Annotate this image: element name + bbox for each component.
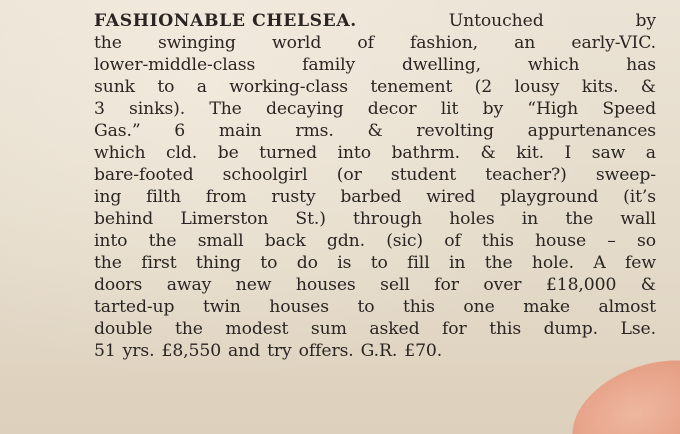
advert-word: sunk: [94, 77, 135, 97]
advert-line: [94, 76, 656, 98]
advert-word: bathrm.: [391, 143, 460, 163]
advert-line: [94, 32, 656, 54]
advert-line: [94, 142, 656, 164]
advert-word: sweep-: [595, 165, 656, 185]
advert-word: back: [264, 231, 306, 251]
advert-word: houses: [269, 297, 329, 317]
advert-line: [94, 164, 656, 186]
advert-word: be: [217, 143, 239, 163]
advert-word: away: [166, 275, 212, 295]
advert-word: from: [205, 187, 247, 207]
advert-word: tenement: [370, 77, 453, 97]
advert-line: [94, 208, 656, 230]
advert-word: which: [527, 55, 580, 75]
advert-word: 3: [94, 99, 105, 119]
advert-word: new: [235, 275, 272, 295]
advert-word: &: [367, 121, 383, 141]
advert-word: main: [218, 121, 262, 141]
advert-word: saw: [591, 143, 626, 163]
advert-word: sell: [380, 275, 410, 295]
advert-word: by: [482, 99, 504, 119]
advert-word: of: [444, 231, 461, 251]
advert-word: £70.: [404, 341, 443, 361]
advert-word: the: [565, 209, 594, 229]
advert-word: (it’s: [623, 187, 656, 207]
advert-word: family: [302, 55, 356, 75]
advert-word: barbed: [340, 187, 402, 207]
advert-line: [94, 98, 656, 120]
advert-word: &: [640, 77, 656, 97]
advert-word: so: [636, 231, 656, 251]
advert-headline: FASHIONABLE CHELSEA.: [94, 11, 357, 31]
advert-line: [94, 230, 656, 252]
advert-line: [94, 120, 656, 142]
advert-word: bare-footed: [94, 165, 194, 185]
advert-word: in: [521, 209, 539, 229]
advert-word: kit.: [516, 143, 545, 163]
advert-word: lit: [440, 99, 459, 119]
advert-word: fill: [407, 253, 430, 273]
advert-word: asked: [369, 319, 420, 339]
advert-line: [94, 318, 656, 340]
advert-line: [94, 252, 656, 274]
advert-word: a: [645, 143, 656, 163]
advert-line: [94, 10, 656, 32]
advert-word: wall: [620, 209, 656, 229]
advert-word: G.R.: [360, 341, 398, 361]
advert-word: the: [148, 231, 177, 251]
advert-word: cld.: [165, 143, 198, 163]
advert-word: schoolgirl: [222, 165, 308, 185]
advert-word: few: [625, 253, 656, 273]
advert-word: to: [357, 297, 375, 317]
advert-word: into: [94, 231, 128, 251]
advert-word: (sic): [386, 231, 424, 251]
advert-word: A: [593, 253, 606, 273]
advert-word: to: [370, 253, 388, 273]
advert-word: which: [94, 143, 146, 163]
advert-word: Limerston: [180, 209, 269, 229]
advert-word: the: [484, 253, 513, 273]
advert-word: for: [442, 319, 467, 339]
advert-line: [94, 296, 656, 318]
advert-word: holes: [449, 209, 495, 229]
advert-word: fashion,: [409, 33, 479, 53]
advert-word: gdn.: [326, 231, 365, 251]
advert-word: the: [175, 319, 203, 339]
advert-word: of: [357, 33, 374, 53]
advert-word: dwelling,: [401, 55, 481, 75]
advert-word: a: [196, 77, 207, 97]
advert-word: decor: [367, 99, 417, 119]
advert-word: in: [448, 253, 466, 273]
advert-word: by: [635, 11, 656, 31]
advert-word: hole.: [531, 253, 574, 273]
advert-word: do: [296, 253, 318, 273]
advert-word: £8,550: [161, 341, 222, 361]
advert-word: Untouched: [448, 11, 544, 31]
advert-word: Lse.: [620, 319, 656, 339]
advert-word: early-VIC.: [571, 33, 656, 53]
advert-word: sinks).: [129, 99, 186, 119]
advert-word: dump.: [543, 319, 598, 339]
property-advert: [94, 10, 656, 362]
advert-word: rms.: [295, 121, 334, 141]
advert-word: St.): [295, 209, 326, 229]
advert-word: is: [337, 253, 352, 273]
advert-word: teacher?): [485, 165, 567, 185]
advert-word: playground: [500, 187, 599, 207]
advert-word: appurtenances: [527, 121, 656, 141]
advert-word: this: [481, 231, 514, 251]
advert-word: filth: [146, 187, 181, 207]
advert-word: 51: [94, 341, 116, 361]
advert-word: this: [403, 297, 435, 317]
advert-word: houses: [295, 275, 356, 295]
advert-word: &: [480, 143, 496, 163]
advert-word: make: [523, 297, 570, 317]
advert-word: –: [607, 231, 616, 251]
advert-word: &: [640, 275, 656, 295]
advert-word: student: [390, 165, 457, 185]
advert-word: turned: [259, 143, 318, 163]
advert-word: (2: [474, 77, 493, 97]
advert-word: £18,000: [545, 275, 617, 295]
advert-word: decaying: [265, 99, 344, 119]
advert-word: sum: [310, 319, 347, 339]
advert-line: [94, 186, 656, 208]
advert-line: [94, 54, 656, 76]
advert-word: doors: [94, 275, 143, 295]
advert-word: lower-middle-class: [94, 55, 256, 75]
advert-word: rusty: [271, 187, 316, 207]
advert-word: try: [267, 341, 292, 361]
advert-word: small: [197, 231, 244, 251]
advert-word: this: [489, 319, 522, 339]
advert-word: the: [94, 253, 122, 273]
advert-line: [94, 274, 656, 296]
advert-word: ing: [94, 187, 122, 207]
advert-word: for: [434, 275, 459, 295]
advert-word: revolting: [416, 121, 494, 141]
advert-word: has: [626, 55, 656, 75]
advert-word: the: [94, 33, 122, 53]
advert-word: I: [564, 143, 572, 163]
advert-word: house: [535, 231, 587, 251]
advert-word: lousy: [514, 77, 560, 97]
advert-word: double: [94, 319, 153, 339]
advert-word: thing: [195, 253, 241, 273]
advert-word: over: [483, 275, 522, 295]
advert-word: an: [514, 33, 536, 53]
advert-word: one: [463, 297, 495, 317]
advert-word: twin: [202, 297, 241, 317]
advert-word: tarted-up: [94, 297, 175, 317]
advert-word: 6: [174, 121, 186, 141]
advert-word: offers.: [298, 341, 354, 361]
advert-word: almost: [598, 297, 656, 317]
advert-word: Speed: [602, 99, 656, 119]
advert-word: (or: [336, 165, 362, 185]
advert-word: to: [157, 77, 175, 97]
advert-word: “High: [527, 99, 579, 119]
advert-line: [94, 340, 656, 362]
advert-word: through: [353, 209, 423, 229]
advert-word: kits.: [581, 77, 619, 97]
advert-word: working-class: [229, 77, 349, 97]
advert-word: into: [337, 143, 371, 163]
advert-word: The: [209, 99, 242, 119]
advert-word: to: [260, 253, 278, 273]
advert-word: yrs.: [122, 341, 155, 361]
advert-word: wired: [426, 187, 476, 207]
advert-word: behind: [94, 209, 154, 229]
advert-word: first: [141, 253, 177, 273]
advert-word: swinging: [157, 33, 236, 53]
advert-word: world: [271, 33, 322, 53]
advert-word: Gas.”: [94, 121, 141, 141]
advert-word: and: [228, 341, 261, 361]
advert-word: modest: [225, 319, 289, 339]
